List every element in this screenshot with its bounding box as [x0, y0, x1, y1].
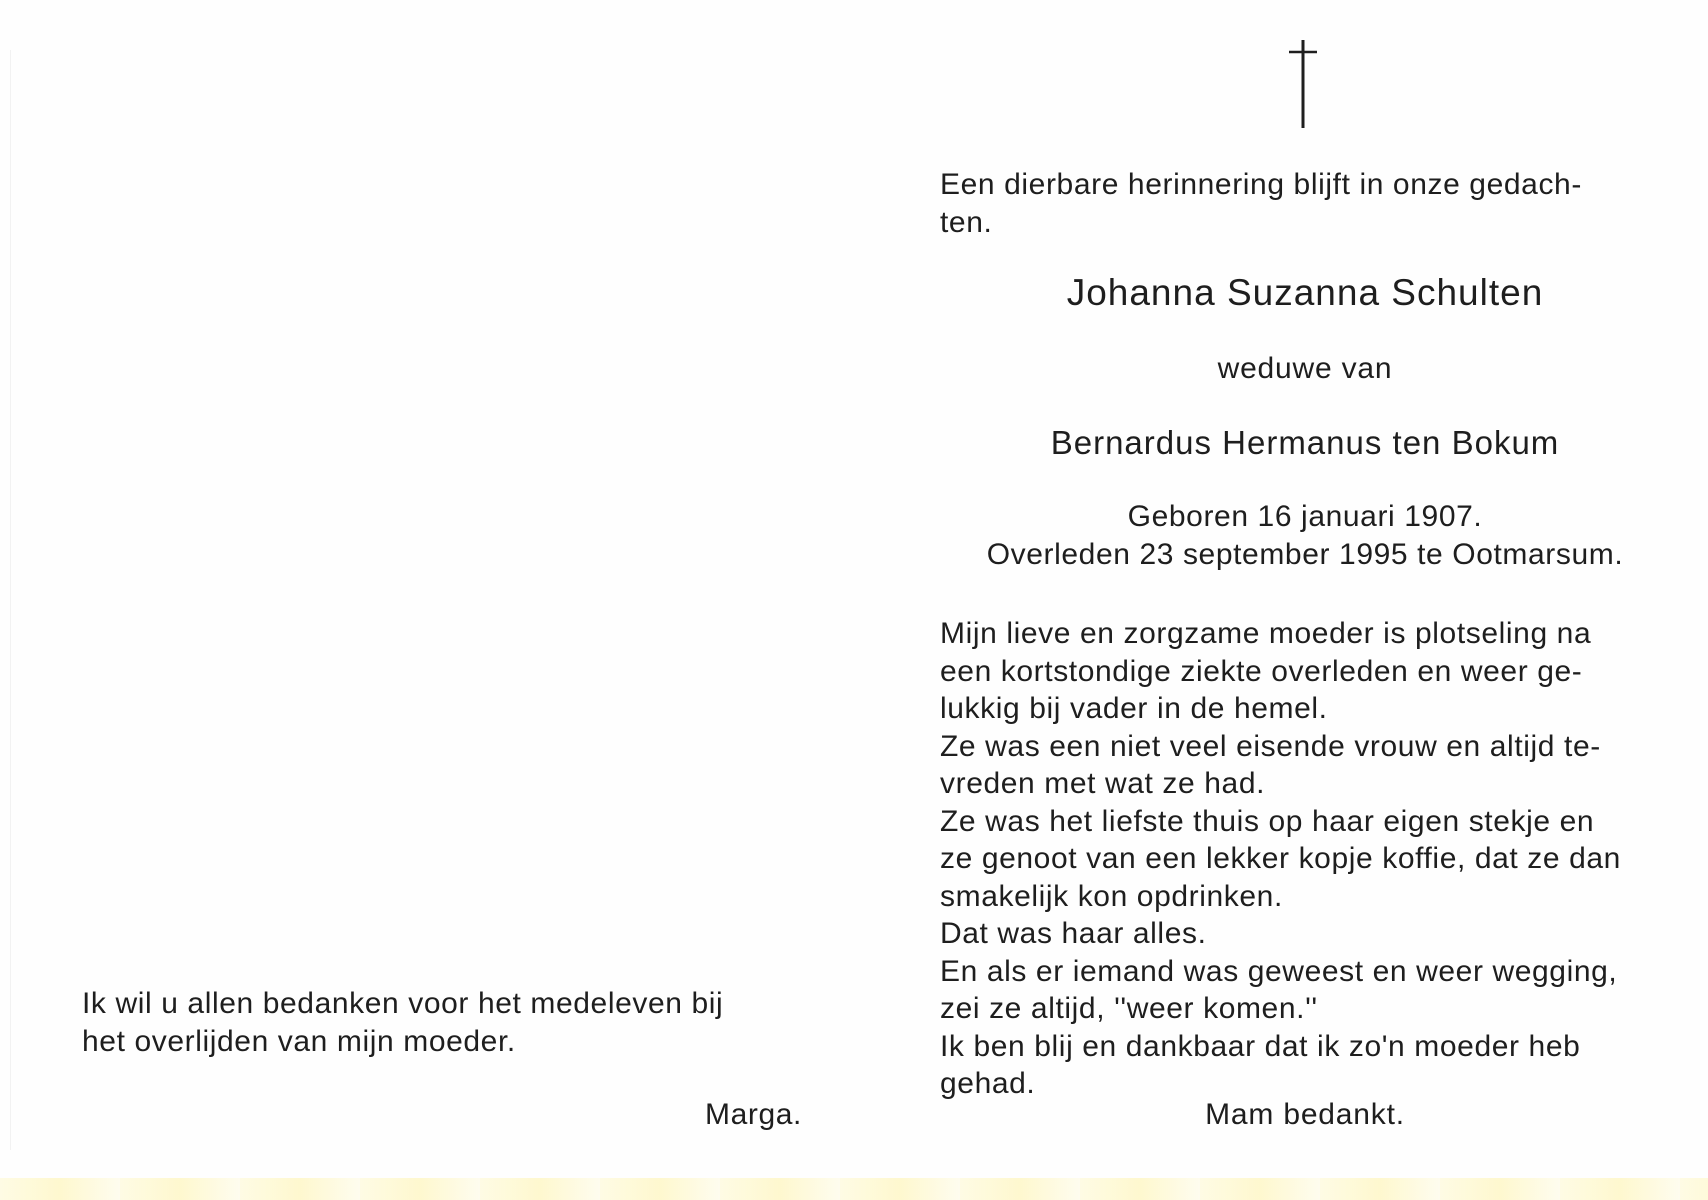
intro-text	[940, 166, 1670, 242]
husband-name: Bernardus Hermanus ten Bokum	[1050, 424, 1560, 461]
memorial-line: gehad.	[940, 1067, 1036, 1100]
widow-of-label: weduwe van	[1217, 352, 1393, 385]
scan-edge-strip	[0, 1178, 1708, 1200]
memorial-line: zei ze altijd, ''weer komen.''	[940, 992, 1318, 1025]
birth-date: Geboren 16 januari 1907.	[1127, 500, 1483, 533]
death-date: Overleden 23 september 1995 te Ootmarsum.	[986, 538, 1624, 571]
thanks-text	[82, 985, 822, 1061]
deceased-name: Johanna Suzanna Schulten	[1066, 272, 1544, 313]
scan-edge-line	[10, 50, 11, 1150]
memorial-line: een kortstondige ziekte overleden en weer ge-	[940, 654, 1583, 688]
intro-line-1: Een dierbare herinnering blijft in onze gedach-	[940, 168, 1582, 201]
memorial-text	[940, 615, 1670, 1103]
intro-line-2: ten.	[940, 206, 993, 239]
thanks-line-2: het overlijden van mijn moeder.	[82, 1025, 516, 1058]
memorial-line: Ze was een niet veel eisende vrouw en altijd te-	[940, 729, 1601, 763]
thanks-line-1: Ik wil u allen bedanken voor het medeleven bij	[82, 987, 724, 1020]
memorial-line: Ik ben blij en dankbaar dat ik zo'n moeder heb	[940, 1029, 1581, 1063]
memorial-line: En als er iemand was geweest en weer wegging,	[940, 954, 1618, 988]
closing-text: Mam bedankt.	[1205, 1098, 1405, 1131]
memorial-line: Mijn lieve en zorgzame moeder is plotseling na	[940, 617, 1592, 650]
memorial-line: vreden met wat ze had.	[940, 767, 1266, 800]
memorial-line: Dat was haar alles.	[940, 917, 1207, 950]
memorial-line: ze genoot van een lekker kopje koffie, dat ze dan	[940, 842, 1621, 875]
memorial-line: lukkig bij vader in de hemel.	[940, 692, 1328, 725]
memorial-line: Ze was het liefste thuis op haar eigen stekje en	[940, 804, 1595, 838]
cross-icon	[1281, 38, 1325, 130]
signature: Marga.	[705, 1098, 802, 1131]
memorial-line: smakelijk kon opdrinken.	[940, 879, 1283, 913]
